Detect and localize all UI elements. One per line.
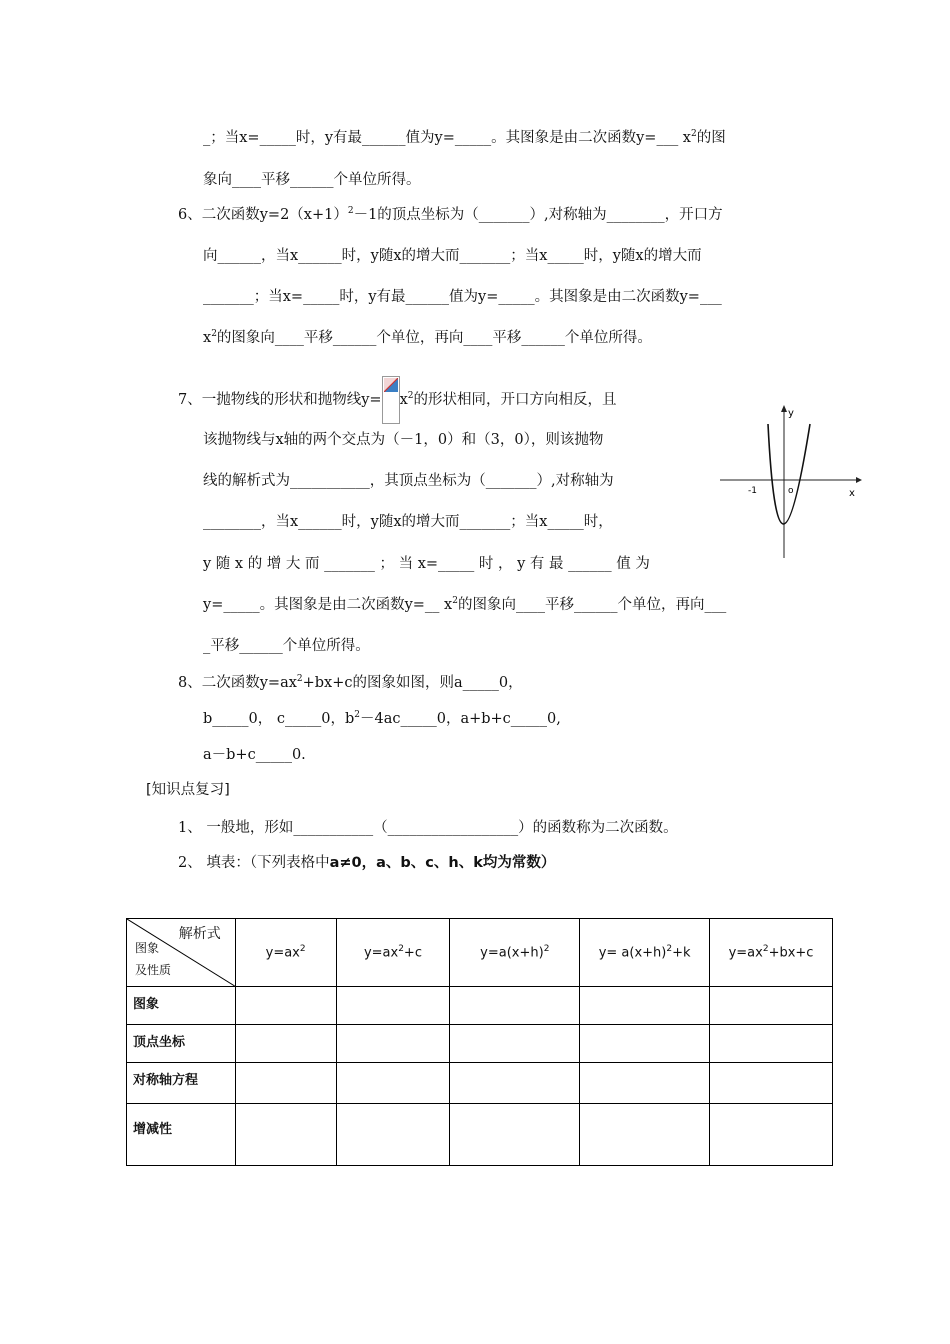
table-cell xyxy=(450,987,580,1025)
q8-line-2 xyxy=(203,709,561,729)
sup: 2 xyxy=(211,329,217,340)
table-cell xyxy=(235,1063,336,1104)
y-axis-arrow xyxy=(781,405,787,412)
sup: 2 xyxy=(691,129,697,140)
row-label: 增减性 xyxy=(127,1104,236,1166)
parabola-curve xyxy=(768,424,810,524)
corner-cell xyxy=(127,919,236,987)
sup: 2 xyxy=(347,206,354,217)
row-label: 图象 xyxy=(127,987,236,1025)
column-header: $y=a(x+h)^2$ xyxy=(450,919,580,987)
origin-label: o xyxy=(788,486,794,496)
row-label: 顶点坐标 xyxy=(127,1025,236,1063)
section-title xyxy=(146,780,230,800)
q8-line-1 xyxy=(178,673,523,693)
table-row xyxy=(127,1063,833,1104)
table-cell xyxy=(450,1104,580,1166)
table-cell xyxy=(710,987,833,1025)
q8-text-b: +bx+c的图象如图，则a_____0， xyxy=(302,675,523,691)
knowledge-item-2-a: 2、 填表：（下列表格中 xyxy=(178,855,330,871)
table-cell xyxy=(450,1063,580,1104)
knowledge-item-2 xyxy=(178,853,555,873)
q7-text-f: y=_____。其图象是由二次函数y=__ x xyxy=(203,597,453,613)
q7-line-1 xyxy=(178,376,617,424)
table-cell xyxy=(235,1104,336,1166)
column-header: $y=ax^2+bx+c$ xyxy=(710,919,833,987)
table-cell xyxy=(235,987,336,1025)
table-cell xyxy=(336,1025,450,1063)
table-cell xyxy=(710,1063,833,1104)
table-cell xyxy=(336,1104,450,1166)
q7-line-2: 该抛物线与x轴的两个交点为（－1，0）和（3，0），则该抛物 xyxy=(203,432,604,448)
table-cell xyxy=(235,1025,336,1063)
sup: 2 xyxy=(407,391,414,402)
q7-x: x xyxy=(399,392,408,408)
table-cell xyxy=(336,987,450,1025)
q7-line-6 xyxy=(203,595,726,615)
table-cell xyxy=(580,987,710,1025)
sup: 2 xyxy=(452,596,458,607)
q7-text-a: 7、一抛物线的形状和抛物线y= xyxy=(178,392,382,408)
q6-text-a: 6、二次函数y=2（x+1） xyxy=(178,207,348,223)
quadratic-properties-table xyxy=(126,918,833,1166)
q8-text-a: 8、二次函数y=ax xyxy=(178,675,297,691)
knowledge-item-1: 1、 一般地，形如___________（__________________）的函数称为二次函数。 xyxy=(178,820,678,836)
table-cell xyxy=(450,1025,580,1063)
section-heading: [知识点复习] xyxy=(146,782,230,798)
corner-mid-label: 图象 xyxy=(135,941,160,955)
parabola-graph xyxy=(718,402,863,560)
y-axis-label: y xyxy=(788,408,794,419)
q6-line-3: _______；当x=_____时，y有最______值为y=_____。其图象是由二次函数y=___ xyxy=(203,289,722,305)
corner-bottom-label: 及性质 xyxy=(135,963,172,977)
q6-text-b: －1的顶点坐标为（_______）,对称轴为________，开口方 xyxy=(353,207,723,223)
q8-text-d: －4ac_____0，a+b+c_____0, xyxy=(359,711,561,727)
x-axis-arrow xyxy=(856,477,862,483)
q7-line-5: y 随 x 的 增 大 而 _______ ； 当 x=_____ 时 ， y 有 最 ______ 值 为 xyxy=(203,556,650,572)
table-cell xyxy=(336,1063,450,1104)
q8-line-3: a－b+c_____0. xyxy=(203,747,306,763)
q5-line-2: 象向____平移______个单位所得。 xyxy=(203,172,421,188)
table-cell xyxy=(710,1025,833,1063)
column-header: $y= a(x+h)^2+k$ xyxy=(580,919,710,987)
table-cell xyxy=(580,1063,710,1104)
q7-line-4: ________，当x______时，y随x的增大而_______；当x_____时， xyxy=(203,514,613,530)
knowledge-item-2-b: a≠0，a、b、c、h、k均为常数） xyxy=(329,855,556,871)
table-header-row xyxy=(127,919,833,987)
x-axis-label: x xyxy=(849,488,855,499)
table-row xyxy=(127,987,833,1025)
q6-line-2: 向______，当x______时，y随x的增大而_______；当x_____时，y随x的增大而 xyxy=(203,248,702,264)
missing-fraction-image-icon xyxy=(382,376,400,424)
q6-text-d: 的图象向____平移______个单位，再向____平移______个单位所得。 xyxy=(216,330,652,346)
column-header: $y=ax^2$ xyxy=(235,919,336,987)
column-header: $y=ax^2+c$ xyxy=(336,919,450,987)
table-row xyxy=(127,1104,833,1166)
q7-text-g: 的图象向____平移______个单位，再向___ xyxy=(457,597,727,613)
sup: 2 xyxy=(354,710,360,721)
q8-text-c: b_____0， c_____0，b xyxy=(203,711,355,727)
table-row xyxy=(127,1025,833,1063)
table-cell xyxy=(580,1104,710,1166)
q5-text-b: 的图 xyxy=(696,130,726,146)
row-label: 对称轴方程 xyxy=(127,1063,236,1104)
q5-text-a: _；当x=_____时，y有最______值为y=_____。其图象是由二次函数y=___ x xyxy=(203,130,691,146)
table-cell xyxy=(580,1025,710,1063)
q7-line-7: _平移______个单位所得。 xyxy=(203,638,370,654)
corner-top-label: 解析式 xyxy=(178,926,221,942)
tick-label-minus-one: -1 xyxy=(748,486,757,496)
q6-x: x xyxy=(203,330,212,346)
table-cell xyxy=(710,1104,833,1166)
q7-text-c: 的形状相同，开口方向相反，且 xyxy=(413,392,617,408)
q6-line-1 xyxy=(178,205,723,225)
q7-line-3: 线的解析式为___________，其顶点坐标为（_______）,对称轴为 xyxy=(203,473,614,489)
sup: 2 xyxy=(296,674,303,685)
q6-line-4 xyxy=(203,328,652,348)
q5-line-1 xyxy=(203,128,726,148)
